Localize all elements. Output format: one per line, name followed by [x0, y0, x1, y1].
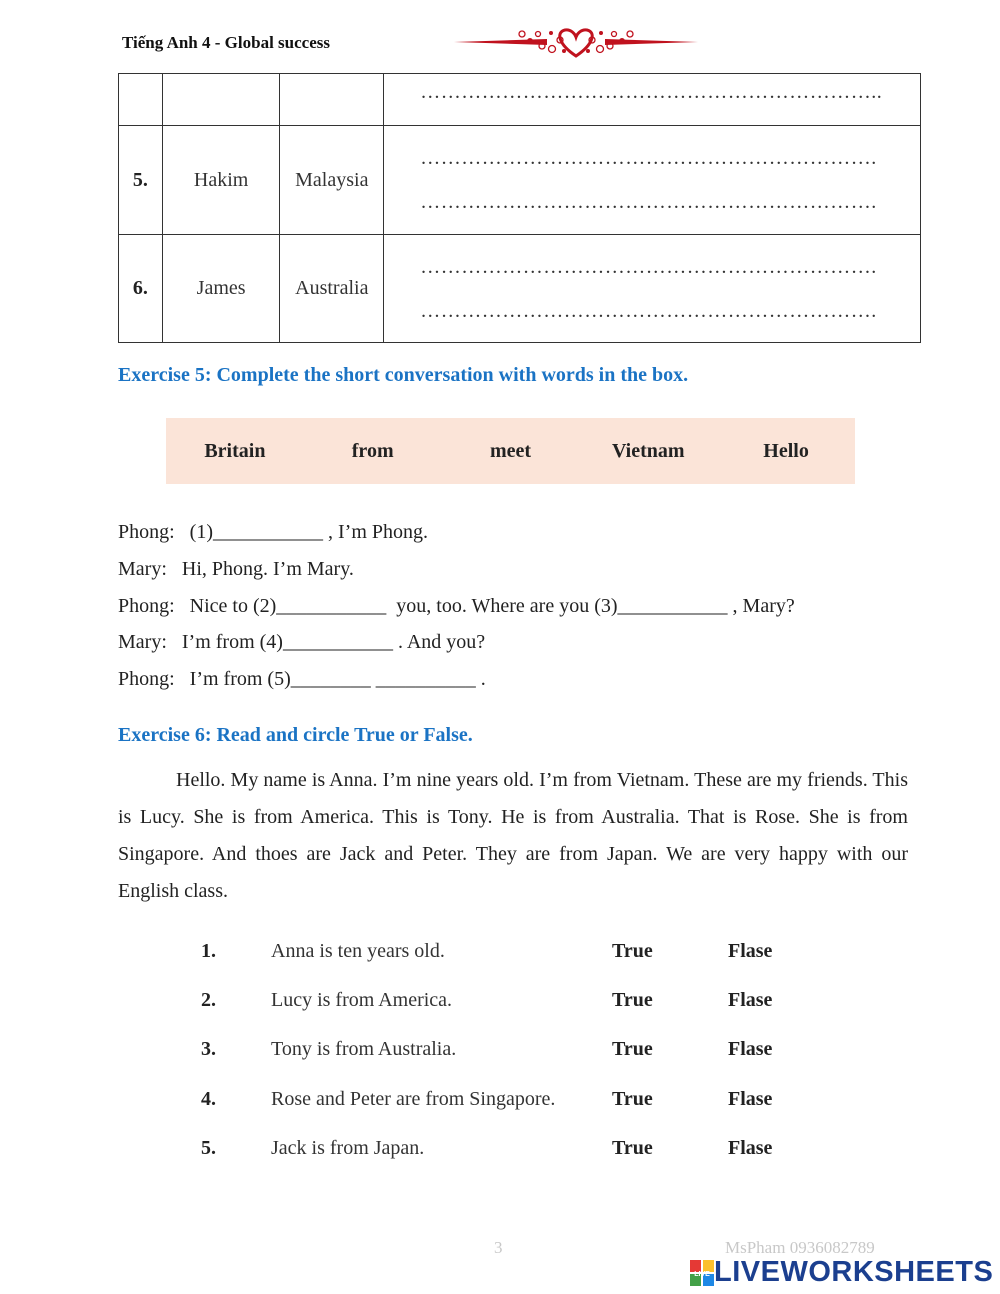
item-number: 3.: [201, 1038, 216, 1060]
table-row: [119, 74, 921, 126]
answer-cell[interactable]: [384, 74, 921, 126]
table-row: [119, 126, 921, 235]
row-number: 5.: [119, 126, 163, 235]
word-box-item: from: [351, 439, 394, 462]
item-number: 4.: [201, 1088, 216, 1110]
true-false-item: [0, 1088, 1000, 1118]
answer-line[interactable]: ………………………………………………………….: [420, 147, 877, 169]
row-name: James: [162, 235, 280, 343]
exercise-6-title: Exercise 6: Read and circle True or False.: [118, 724, 473, 746]
answer-line[interactable]: …………………………………………………………..: [420, 80, 883, 103]
dialog-line[interactable]: Phong: Nice to (2)___________ you, too. Where are you (3)___________ , Mary?: [118, 595, 795, 617]
dialog-line: Mary: Hi, Phong. I’m Mary.: [118, 558, 354, 580]
true-false-item: [0, 1038, 1000, 1068]
false-option[interactable]: Flase: [728, 940, 773, 962]
dialog-line[interactable]: Phong: (1)___________ , I’m Phong.: [118, 521, 428, 543]
true-option[interactable]: True: [612, 1137, 653, 1159]
answer-line[interactable]: ………………………………………………………….: [420, 255, 877, 278]
word-box: [166, 418, 855, 484]
true-option[interactable]: True: [612, 1088, 653, 1110]
item-statement: Tony is from Australia.: [271, 1038, 457, 1060]
word-box-item: meet: [489, 439, 532, 462]
item-statement: Jack is from Japan.: [271, 1137, 425, 1159]
false-option[interactable]: Flase: [728, 1038, 773, 1060]
liveworksheets-logo[interactable]: [690, 1256, 993, 1289]
liveworksheets-logo-icon: [690, 1260, 714, 1286]
heart-ornament-icon: [452, 24, 700, 60]
watermark-text: MsPham 0936082789: [725, 1238, 875, 1257]
true-false-item: [0, 1137, 1000, 1167]
names-countries-table: [118, 73, 921, 343]
row-country: Malaysia: [280, 126, 384, 235]
table-row: [119, 235, 921, 343]
true-false-item: [0, 940, 1000, 970]
false-option[interactable]: Flase: [728, 1137, 773, 1159]
answer-cell[interactable]: [384, 126, 921, 235]
logo-badge-text: LIVE: [694, 1270, 710, 1278]
row-name: Hakim: [162, 126, 280, 235]
row-number: [119, 74, 163, 126]
answer-line[interactable]: ………………………………………………………….: [420, 191, 877, 213]
false-option[interactable]: Flase: [728, 989, 773, 1011]
header-title: Tiếng Anh 4 - Global success: [122, 33, 330, 52]
true-false-item: [0, 989, 1000, 1019]
page-number: 3: [494, 1238, 503, 1257]
row-country: [280, 74, 384, 126]
true-option[interactable]: True: [612, 1038, 653, 1060]
item-statement: Rose and Peter are from Singapore.: [271, 1088, 556, 1110]
exercise-5-title: Exercise 5: Complete the short conversation with words in the box.: [118, 364, 689, 386]
word-box-item: Vietnam: [611, 439, 685, 462]
true-option[interactable]: True: [612, 989, 653, 1011]
true-option[interactable]: True: [612, 940, 653, 962]
item-number: 5.: [201, 1137, 216, 1159]
item-statement: Lucy is from America.: [271, 989, 453, 1011]
answer-cell[interactable]: [384, 235, 921, 343]
word-box-item: Britain: [204, 439, 266, 462]
item-number: 1.: [201, 940, 216, 962]
logo-text: LIVEWORKSHEETS: [714, 1256, 994, 1288]
dialog-line[interactable]: Phong: I’m from (5)________ __________ .: [118, 668, 486, 690]
row-number: 6.: [119, 235, 163, 343]
item-number: 2.: [201, 989, 216, 1011]
row-name: [162, 74, 280, 126]
word-box-item: Hello: [763, 439, 809, 462]
answer-line[interactable]: ………………………………………………………….: [420, 299, 877, 322]
false-option[interactable]: Flase: [728, 1088, 773, 1110]
dialog-line[interactable]: Mary: I’m from (4)___________ . And you?: [118, 631, 486, 653]
reading-passage: Hello. My name is Anna. I’m nine years old. I’m from Vietnam. These are my friends. This is Lucy. She is from America. This is Tony. He is from Australia. That is Rose. She is from Singapore. And thoes are Jack and Peter. They are from Japan. We are very happy with our English class.: [118, 769, 908, 902]
row-country: Australia: [280, 235, 384, 343]
item-statement: Anna is ten years old.: [271, 940, 445, 962]
